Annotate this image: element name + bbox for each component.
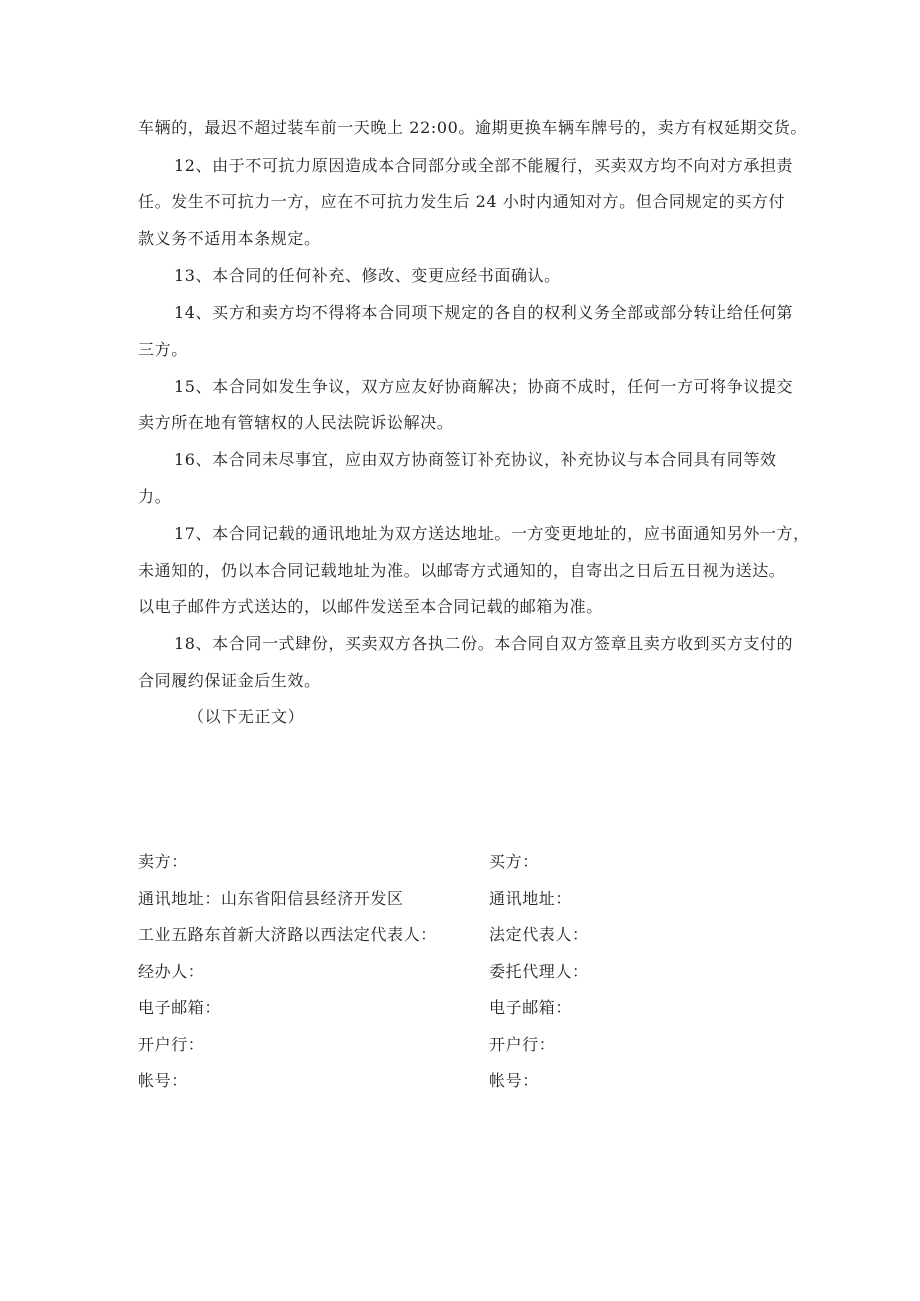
seller-label: 卖方： — [138, 852, 188, 871]
clause-18-line-1: 18、本合同一式肆份，买卖双方各执二份。本合同自双方签章且卖方收到买方支付的 — [174, 634, 794, 653]
clause-17-line-3: 以电子邮件方式送达的，以邮件发送至本合同记载的邮箱为准。 — [138, 597, 603, 616]
seller-address: 通讯地址：山东省阳信县经济开发区 — [138, 888, 404, 908]
seller-account: 帐号： — [138, 1071, 188, 1090]
clause-12-line-1: 12、由于不可抗力原因造成本合同部分或全部不能履行，买卖双方均不向对方承担责 — [174, 156, 794, 175]
clause-14-line-1: 14、买方和卖方均不得将本合同项下规定的各自的权利义务全部或部分转让给任何第 — [174, 303, 794, 322]
seller-bank: 开户行： — [138, 1034, 205, 1054]
end-of-text-note: （以下无正文） — [188, 707, 305, 726]
clause-15-line-2: 卖方所在地有管辖权的人民法院诉讼解决。 — [138, 413, 454, 432]
buyer-bank: 开户行： — [489, 1034, 556, 1054]
seller-email: 电子邮箱： — [138, 998, 222, 1017]
clause-17-line-1: 17、本合同记载的通讯地址为双方送达地址。一方变更地址的，应书面通知另外一方， — [174, 524, 810, 543]
buyer-agent: 委托代理人： — [489, 961, 589, 981]
seller-handler: 经办人： — [138, 961, 205, 981]
clause-12-line-2: 任。发生不可抗力一方，应在不可抗力发生后 24 小时内通知对方。但合同规定的买方付 — [138, 192, 786, 211]
clause-16-line-2: 力。 — [138, 487, 172, 506]
body-line-vehicle-deadline: 车辆的，最迟不超过装车前一天晚上 22:00。逾期更换车辆车牌号的，卖方有权延期交货。 — [138, 118, 807, 137]
buyer-email: 电子邮箱： — [489, 998, 573, 1017]
clause-17-line-2: 未通知的，仍以本合同记载地址为准。以邮寄方式通知的，自寄出之日后五日视为送达。 — [138, 561, 786, 580]
clause-12-line-3: 款义务不适用本条规定。 — [138, 229, 321, 248]
seller-signature-block — [138, 852, 468, 1108]
clause-13: 13、本合同的任何补充、修改、变更应经书面确认。 — [174, 266, 561, 285]
buyer-account: 帐号： — [489, 1071, 539, 1090]
clause-16-line-1: 16、本合同未尽事宜，应由双方协商签订补充协议，补充协议与本合同具有同等效 — [174, 450, 777, 469]
buyer-legal-rep: 法定代表人： — [489, 925, 589, 944]
clause-18-line-2: 合同履约保证金后生效。 — [138, 671, 321, 690]
seller-address-and-legal-rep: 工业五路东首新大济路以西法定代表人： — [138, 925, 437, 944]
buyer-signature-block — [489, 852, 789, 1108]
buyer-label: 买方： — [489, 852, 539, 871]
clause-15-line-1: 15、本合同如发生争议，双方应友好协商解决；协商不成时，任何一方可将争议提交 — [174, 377, 794, 396]
clause-14-line-2: 三方。 — [138, 340, 188, 359]
buyer-address: 通讯地址： — [489, 888, 573, 908]
